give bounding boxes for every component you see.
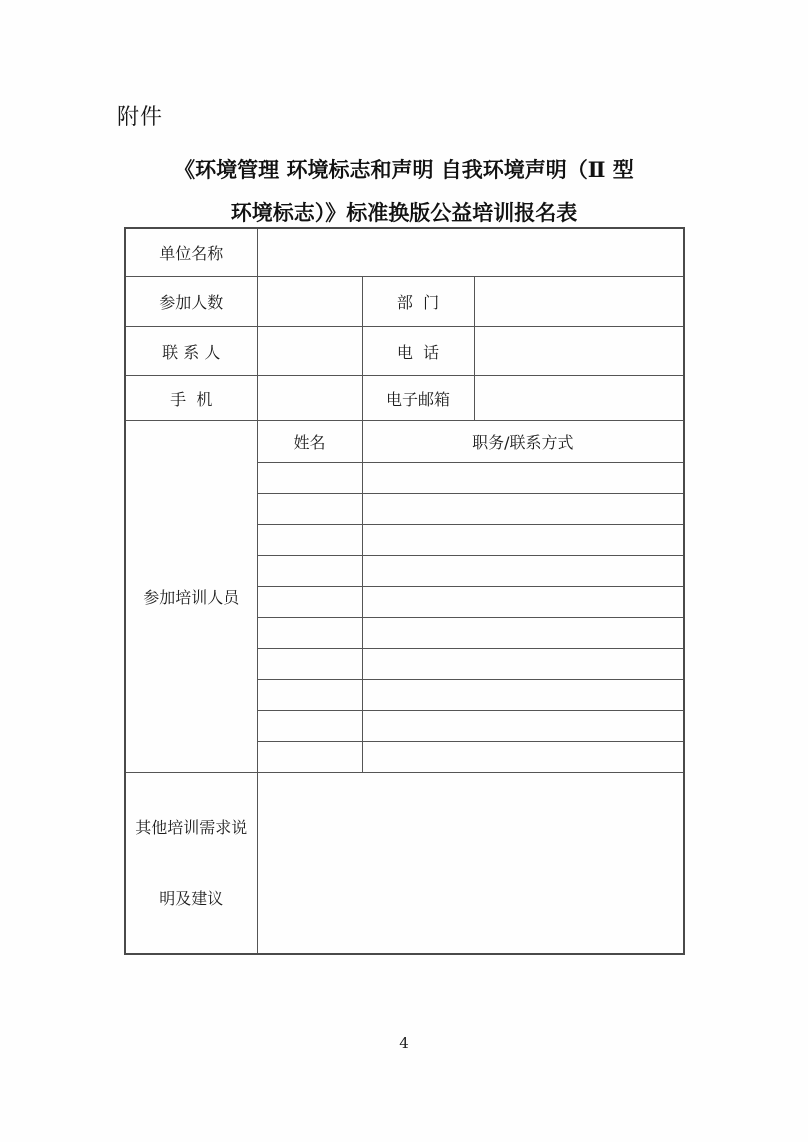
trainee-name-cell	[257, 680, 362, 711]
other-needs-label-line2: 明及建议	[159, 889, 224, 908]
page-number: 4	[399, 1034, 409, 1052]
phone-value-cell	[474, 327, 684, 376]
trainee-position-contact-cell	[362, 587, 684, 618]
document-title-line2: 环境标志）》标准换版公益培训报名表	[230, 200, 578, 225]
other-needs-value-cell	[257, 773, 684, 955]
email-value-cell	[474, 376, 684, 421]
trainee-name-cell	[257, 587, 362, 618]
trainee-position-contact-cell	[362, 494, 684, 525]
phone-label: 电 话	[362, 327, 474, 376]
trainee-header-row	[125, 421, 684, 463]
unit-name-value-cell	[257, 228, 684, 277]
other-needs-label	[125, 773, 257, 955]
document-title	[0, 148, 808, 234]
trainee-name-cell	[257, 742, 362, 773]
email-label: 电子邮箱	[362, 376, 474, 421]
participant-count-value-cell	[257, 277, 362, 327]
registration-form-table	[124, 227, 685, 955]
trainee-position-contact-cell	[362, 742, 684, 773]
trainee-name-cell	[257, 494, 362, 525]
unit-name-row	[125, 228, 684, 277]
trainee-name-cell	[257, 525, 362, 556]
contact-person-label: 联 系 人	[125, 327, 257, 376]
trainee-position-contact-cell	[362, 649, 684, 680]
other-needs-row	[125, 773, 684, 955]
trainee-name-cell	[257, 556, 362, 587]
trainee-name-column-header: 姓名	[257, 421, 362, 463]
department-value-cell	[474, 277, 684, 327]
other-needs-label-line1: 其他培训需求说	[135, 818, 248, 837]
trainee-position-contact-cell	[362, 711, 684, 742]
trainee-position-contact-cell	[362, 556, 684, 587]
trainee-name-cell	[257, 711, 362, 742]
attachment-label: 附件	[117, 105, 164, 130]
count-department-row	[125, 277, 684, 327]
participant-count-label: 参加人数	[125, 277, 257, 327]
trainee-name-cell	[257, 649, 362, 680]
trainee-name-cell	[257, 618, 362, 649]
mobile-email-row	[125, 376, 684, 421]
trainee-position-contact-cell	[362, 525, 684, 556]
contact-phone-row	[125, 327, 684, 376]
trainee-position-contact-column-header: 职务/联系方式	[362, 421, 684, 463]
mobile-value-cell	[257, 376, 362, 421]
contact-person-value-cell	[257, 327, 362, 376]
trainee-position-contact-cell	[362, 680, 684, 711]
trainee-name-cell	[257, 463, 362, 494]
trainee-position-contact-cell	[362, 618, 684, 649]
document-title-line1: 《环境管理 环境标志和声明 自我环境声明（Ⅱ 型	[174, 157, 634, 182]
trainees-section-label: 参加培训人员	[125, 421, 257, 773]
unit-name-label: 单位名称	[125, 228, 257, 277]
department-label: 部 门	[362, 277, 474, 327]
mobile-label: 手 机	[125, 376, 257, 421]
trainee-position-contact-cell	[362, 463, 684, 494]
